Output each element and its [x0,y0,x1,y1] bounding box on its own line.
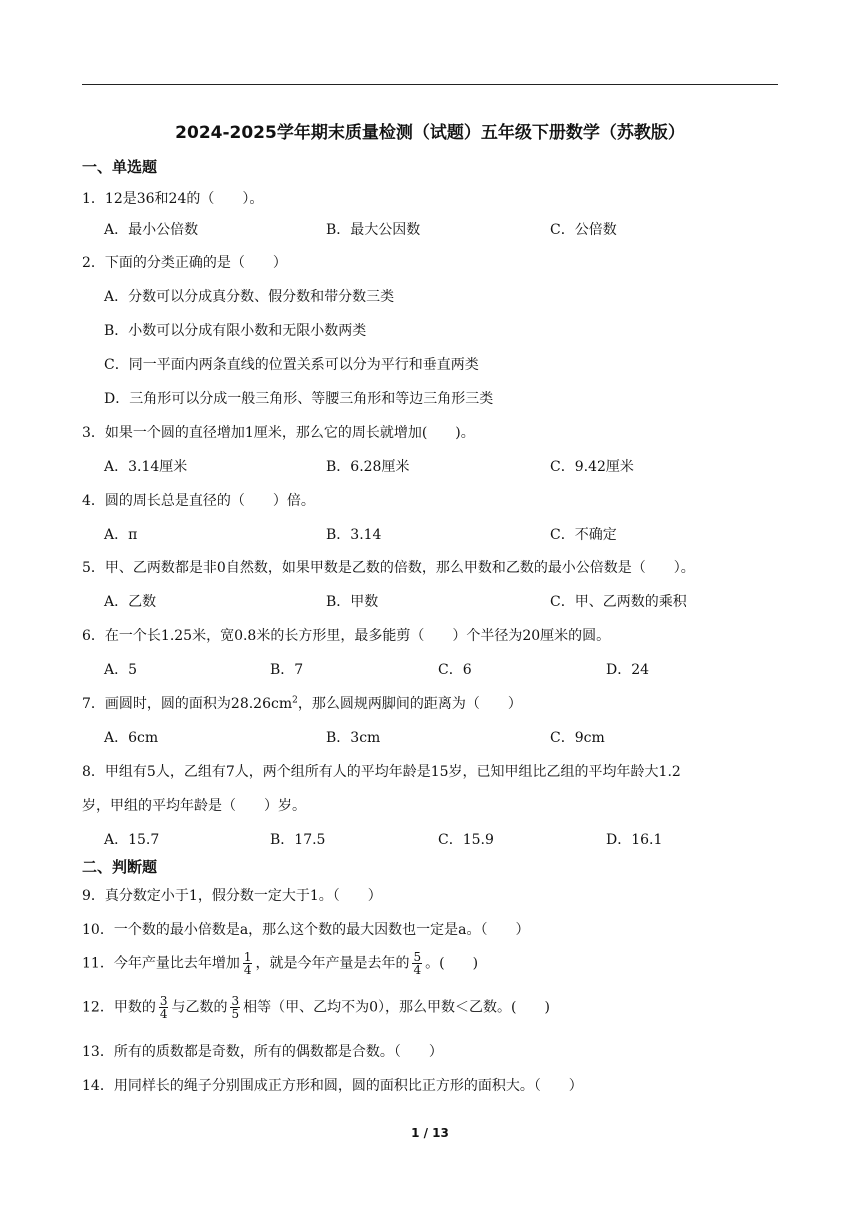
section-heading-single-choice: 一、单选题 [82,158,158,176]
question-12-text-b: 与乙数的 [171,999,228,1016]
option-3a: A．3.14厘米 [104,459,188,475]
option-5a: A．乙数 [104,594,157,610]
option-2c: C．同一平面内两条直线的位置关系可以分为平行和垂直两类 [104,357,479,373]
question-10: 10．一个数的最小倍数是a，那么这个数的最大因数也一定是a。（ ） [82,922,530,938]
fraction-three-quarters [159,995,169,1020]
question-13: 13．所有的质数都是奇数，所有的偶数都是合数。（ ） [82,1044,443,1060]
option-3b: B．6.28厘米 [326,459,410,475]
question-12 [82,995,550,1020]
option-5c: C．甲、乙两数的乘积 [550,594,687,610]
option-7b: B．3cm [326,730,381,746]
option-5b: B．甲数 [326,594,379,610]
option-4a: A．π [104,527,138,543]
question-7 [82,693,522,713]
option-6c: C．6 [438,662,472,678]
question-7-superscript: 2 [292,695,298,706]
question-1: 1．12是36和24的（ ）。 [82,191,264,207]
question-11-text-b: ，就是今年产量是去年的 [255,955,410,972]
page-title: 2024-2025学年期末质量检测（试题）五年级下册数学（苏教版） [175,123,685,143]
question-14: 14．用同样长的绳子分别围成正方形和圆，圆的面积比正方形的面积大。（ ） [82,1078,583,1094]
option-1c: C．公倍数 [550,222,617,238]
option-8c: C．15.9 [438,832,494,848]
question-7-text-b: ，那么圆规两脚间的距离为（ ） [297,696,522,712]
option-8b: B．17.5 [270,832,326,848]
question-5: 5．甲、乙两数都是非0自然数，如果甲数是乙数的倍数，那么甲数和乙数的最小公倍数是（ ）。 [82,560,695,576]
fraction-numerator: 3 [159,994,168,1008]
option-8a: A．15.7 [104,832,160,848]
option-8d: D．16.1 [606,832,663,848]
question-11 [82,951,478,976]
option-3c: C．9.42厘米 [550,459,634,475]
fraction-five-quarters [412,951,422,976]
option-2d: D．三角形可以分成一般三角形、等腰三角形和等边三角形三类 [104,391,494,407]
question-11-text-c: 。( ) [425,955,479,972]
question-8-line-2: 岁，甲组的平均年龄是（ ）岁。 [82,798,306,814]
option-7c: C．9cm [550,730,605,746]
question-2: 2．下面的分类正确的是（ ） [82,255,287,271]
option-2b: B．小数可以分成有限小数和无限小数两类 [104,323,367,339]
fraction-denominator: 5 [231,1007,240,1021]
question-12-text-a: 12．甲数的 [82,999,156,1016]
option-1b: B．最大公因数 [326,222,421,238]
option-6d: D．24 [606,662,650,678]
option-4b: B．3.14 [326,527,382,543]
fraction-one-quarter [243,951,253,976]
option-1a: A．最小公倍数 [104,222,199,238]
fraction-numerator: 3 [231,994,240,1008]
fraction-three-fifths [230,995,240,1020]
option-2a: A．分数可以分成真分数、假分数和带分数三类 [104,289,395,305]
option-7a: A．6cm [104,730,159,746]
question-11-text-a: 11．今年产量比去年增加 [82,955,240,972]
page-number: 1 / 13 [411,1126,449,1140]
question-3: 3．如果一个圆的直径增加1厘米，那么它的周长就增加( )。 [82,425,475,441]
question-6: 6．在一个长1.25米，宽0.8米的长方形里，最多能剪（ ）个半径为20厘米的圆。 [82,628,611,644]
fraction-denominator: 4 [159,1007,168,1021]
fraction-numerator: 1 [243,950,252,964]
option-6a: A．5 [104,662,138,678]
question-8-line-1: 8．甲组有5人，乙组有7人，两个组所有人的平均年龄是15岁，已知甲组比乙组的平均年龄大1.2 [82,764,681,780]
option-6b: B．7 [270,662,304,678]
fraction-denominator: 4 [413,963,422,977]
question-7-text-a: 7．画圆时，圆的面积为28.26cm [82,696,293,712]
fraction-numerator: 5 [413,950,422,964]
question-12-text-c: 相等（甲、乙均不为0），那么甲数＜乙数。( ) [243,999,550,1016]
section-heading-true-false: 二、判断题 [82,858,158,876]
question-9: 9．真分数定小于1，假分数一定大于1。（ ） [82,888,382,904]
question-4: 4．圆的周长总是直径的（ ）倍。 [82,493,315,509]
option-4c: C．不确定 [550,527,617,543]
fraction-denominator: 4 [243,963,252,977]
header-rule [82,84,778,85]
